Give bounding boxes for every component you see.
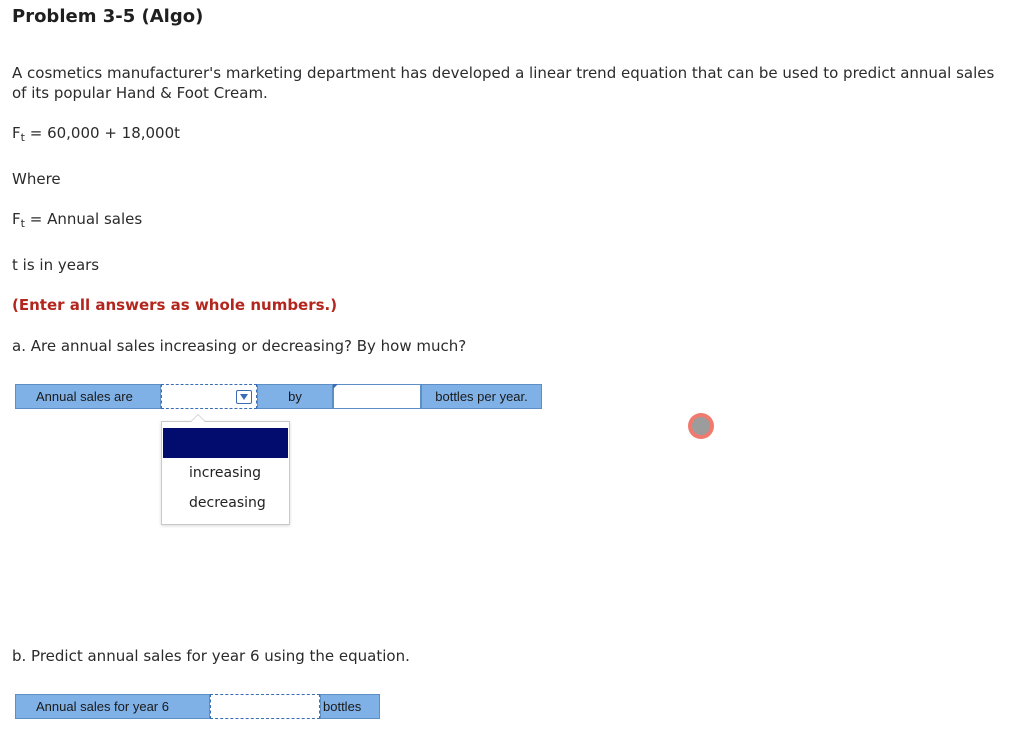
part-b-label-cell [15,694,210,719]
amount-input[interactable] [333,384,421,409]
definition-t: t is in years [12,256,100,274]
unit-label: bottles per year. [435,389,528,404]
definition-ft-subscript: t [20,217,25,230]
definition-ft [12,210,142,230]
part-a-label: Annual sales are [36,389,133,404]
unit-label-cell [421,384,542,409]
option-increasing[interactable]: increasing [189,465,262,481]
equation-subscript: t [20,131,25,144]
part-a-question: a. Are annual sales increasing or decreasing? By how much? [12,337,467,355]
by-label-cell [257,384,333,409]
part-a-label-cell [15,384,161,409]
dropdown-options-popup [161,421,290,525]
part-b-label: Annual sales for year 6 [36,699,169,714]
part-b-unit-label: bottles [323,699,362,714]
intro-paragraph: A cosmetics manufacturer's marketing department has developed a linear trend equation that can be used to predict annual sales of its popular Hand & Foot Cream. [12,64,995,102]
definition-ft-rhs: = Annual sales [24,210,143,228]
trend-direction-dropdown[interactable] [161,384,257,409]
definition-ft-lhs: F [12,210,21,228]
year6-sales-input[interactable] [210,694,320,719]
page-title: Problem 3-5 (Algo) [12,6,204,27]
option-decreasing[interactable]: decreasing [189,495,266,511]
by-label: by [288,389,302,404]
chevron-down-icon[interactable] [236,390,252,404]
where-label: Where [12,170,61,188]
highlighted-blank-option[interactable] [163,428,288,458]
equation-lhs: F [12,124,21,142]
trend-equation [12,124,180,144]
equation-rhs: = 60,000 + 18,000t [24,124,181,142]
part-b-unit-cell [320,694,380,719]
record-indicator-icon [688,413,714,439]
part-b-question: b. Predict annual sales for year 6 using the equation. [12,647,410,665]
instruction-note: (Enter all answers as whole numbers.) [12,296,338,314]
